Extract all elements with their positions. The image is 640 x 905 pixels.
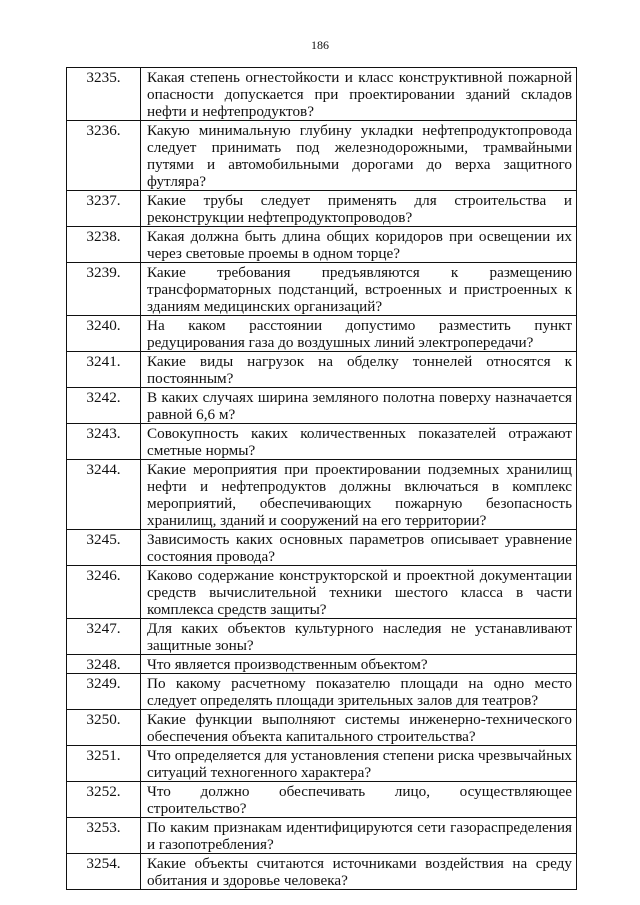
question-number: 3254. bbox=[67, 854, 141, 890]
question-number: 3247. bbox=[67, 619, 141, 655]
question-text: Для каких объектов культурного наследия не устанавливают защитные зоны? bbox=[141, 619, 577, 655]
question-number: 3246. bbox=[67, 566, 141, 619]
question-number: 3245. bbox=[67, 530, 141, 566]
question-text: Какие мероприятия при проектировании подземных хранилищ нефти и нефтепродуктов должны включаться в комплекс мероприятий, обеспечивающих пожарную безопасность хранилищ, зданий и сооружений на его территории? bbox=[141, 460, 577, 530]
table-row bbox=[67, 263, 577, 316]
question-number: 3249. bbox=[67, 674, 141, 710]
question-text: Что должно обеспечивать лицо, осуществляющее строительство? bbox=[141, 782, 577, 818]
question-number: 3235. bbox=[67, 68, 141, 121]
question-text: По какому расчетному показателю площади на одно место следует определять площади зрительных залов для театров? bbox=[141, 674, 577, 710]
question-text: Зависимость каких основных параметров описывает уравнение состояния провода? bbox=[141, 530, 577, 566]
question-number: 3244. bbox=[67, 460, 141, 530]
table-row bbox=[67, 388, 577, 424]
question-text: Совокупность каких количественных показателей отражают сметные нормы? bbox=[141, 424, 577, 460]
table-row bbox=[67, 566, 577, 619]
table-row bbox=[67, 818, 577, 854]
table-row bbox=[67, 710, 577, 746]
question-text: Что является производственным объектом? bbox=[141, 655, 577, 674]
question-number: 3240. bbox=[67, 316, 141, 352]
question-number: 3239. bbox=[67, 263, 141, 316]
question-text: Что определяется для установления степени риска чрезвычайных ситуаций техногенного характера? bbox=[141, 746, 577, 782]
page-number: 186 bbox=[311, 38, 329, 52]
question-text: На каком расстоянии допустимо разместить пункт редуцирования газа до воздушных линий электропередачи? bbox=[141, 316, 577, 352]
table-row bbox=[67, 746, 577, 782]
table-row bbox=[67, 121, 577, 191]
table-row bbox=[67, 655, 577, 674]
question-text: Какие трубы следует применять для строительства и реконструкции нефтепродуктопроводов? bbox=[141, 191, 577, 227]
question-text: Какие виды нагрузок на обделку тоннелей относятся к постоянным? bbox=[141, 352, 577, 388]
question-number: 3242. bbox=[67, 388, 141, 424]
question-text: Какие требования предъявляются к размещению трансформаторных подстанций, встроенных и пристроенных к зданиям медицинских организаций? bbox=[141, 263, 577, 316]
question-number: 3248. bbox=[67, 655, 141, 674]
table-row bbox=[67, 191, 577, 227]
table-row bbox=[67, 782, 577, 818]
table-row bbox=[67, 674, 577, 710]
questions-table bbox=[66, 67, 577, 890]
question-number: 3241. bbox=[67, 352, 141, 388]
question-number: 3237. bbox=[67, 191, 141, 227]
question-number: 3238. bbox=[67, 227, 141, 263]
question-number: 3253. bbox=[67, 818, 141, 854]
table-row bbox=[67, 316, 577, 352]
question-text: Какие функции выполняют системы инженерно-технического обеспечения объекта капитального строительства? bbox=[141, 710, 577, 746]
question-number: 3236. bbox=[67, 121, 141, 191]
question-text: В каких случаях ширина земляного полотна поверху назначается равной 6,6 м? bbox=[141, 388, 577, 424]
question-text: Какая степень огнестойкости и класс конструктивной пожарной опасности допускается при проектировании зданий складов нефти и нефтепродуктов? bbox=[141, 68, 577, 121]
question-text: Какую минимальную глубину укладки нефтепродуктопровода следует принимать под железнодорожными, трамвайными путями и автомобильными дорогами до верха защитного футляра? bbox=[141, 121, 577, 191]
question-number: 3251. bbox=[67, 746, 141, 782]
question-number: 3243. bbox=[67, 424, 141, 460]
table-row bbox=[67, 352, 577, 388]
table-row bbox=[67, 227, 577, 263]
question-number: 3250. bbox=[67, 710, 141, 746]
table-row bbox=[67, 460, 577, 530]
question-text: Какие объекты считаются источниками воздействия на среду обитания и здоровье человека? bbox=[141, 854, 577, 890]
table-row bbox=[67, 619, 577, 655]
question-text: По каким признакам идентифицируются сети газораспределения и газопотребления? bbox=[141, 818, 577, 854]
question-number: 3252. bbox=[67, 782, 141, 818]
table-row bbox=[67, 68, 577, 121]
question-text: Какая должна быть длина общих коридоров при освещении их через световые проемы в одном торце? bbox=[141, 227, 577, 263]
table-row bbox=[67, 530, 577, 566]
table-row bbox=[67, 854, 577, 890]
table-row bbox=[67, 424, 577, 460]
question-text: Каково содержание конструкторской и проектной документации средств вычислительной техники шестого класса в части комплекса средств защиты? bbox=[141, 566, 577, 619]
